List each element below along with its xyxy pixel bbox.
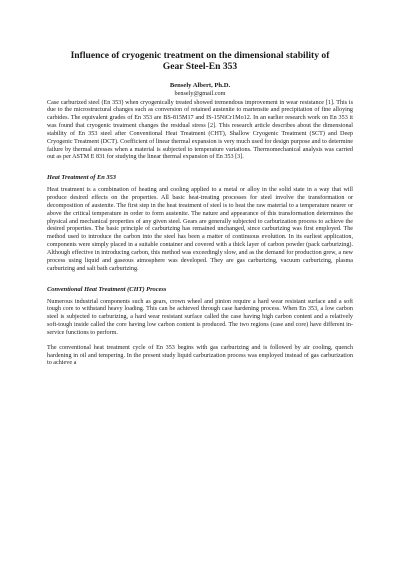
section-heading-heat-treatment: Heat Treatment of En 353: [47, 174, 116, 182]
paper-title-line-1: Influence of cryogenic treatment on the dimensional stability of: [70, 50, 330, 61]
section-paragraph-cht-2: The conventional heat treatment cycle of En 353 begins with gas carburizing and is followed by air cooling, quench hardening in oil and tempering. In the present study liquid carburization process was employed instead of gas carburization to achieve a: [47, 344, 353, 367]
paragraph-gap: [47, 338, 353, 345]
author-email: bensely@gmail.com: [174, 90, 226, 97]
paper-title: [47, 50, 353, 72]
section-paragraph-heat-treatment: Heat treatment is a combination of heating and cooling applied to a metal or alloy in the solid state in a way that will produce desired effects on the properties. All basic heat-treating processes for steel involve the transformation or decomposition of austenite. The first step in the heat treatment of steel is to heat the raw material to a temperature nearer or above the critical temperature in order to form austenite. The nature and appearance of this transformation determines the physical and mechanical properties of any given steel. Gears are generally subjected to carburization process to achieve the desired properties. The basic principle of carburizing has remained unchanged, since carburizing was first employed. The method used to introduce the carbon into the steel has been a matter of continuous evolution. In its earliest application, components were simply placed in a suitable container and covered with a thick layer of carbon powder (pack carburizing). Although effective in introducing carbon, this method was exceedingly slow, and as the demand for production grew, a new process using liquid and gaseous atmosphere was developed. They are gas carburizing, vacuum carburizing, plasma carburizing and salt bath carburizing.: [47, 187, 353, 272]
paper-page: [47, 50, 353, 368]
author-name: Bensely Albert, Ph.D.: [169, 82, 231, 89]
section-heading-cht-process: Conventional Heat Treatment (CHT) Process: [47, 285, 167, 293]
paper-title-line-2: Gear Steel-En 353: [162, 61, 238, 72]
section-paragraph-cht-1: Numerous industrial components such as gears, crown wheel and pinion require a hard wear resistant surface and a soft tough core to withstand heavy loading. This can be achieved through case hardening process. When En 353, a low carbon steel is subjected to carburizing, a hard wear resistant surface called the case having high carbon content and a relatively soft-tough inside called the core having low carbon content is produced. The two regions (case and core) have different in-service functions to perform.: [47, 298, 353, 336]
abstract-paragraph: Case carburized steel (En 353) when cryogenically treated showed tremendous improvement in wear resistance [1]. This is due to the microstructural changes such as conversion of retained austenite to martensite and precipitation of fine alloying carbides. The equivalent grades of En 353 are BS-815M17 and IS-15NiCr1Mo12. In an earlier research work on En 353 it was found that cryogenic treatment changes the residual stress [2]. This research article describes about the dimensional stability of En 353 steel after Conventional Heat Treatment (CHT), Shallow Cryogenic Treatment (SCT) and Deep Cryogenic Treatment (DCT). Coefficient of linear thermal expansion is very much used for design purpose and to determine failure by thermal stresses when a material is subjected to temperature variations. Thermomechanical analysis was carried out as per ASTM E 831 for studying the linear thermal expansion of En 353 [3].: [47, 99, 353, 161]
